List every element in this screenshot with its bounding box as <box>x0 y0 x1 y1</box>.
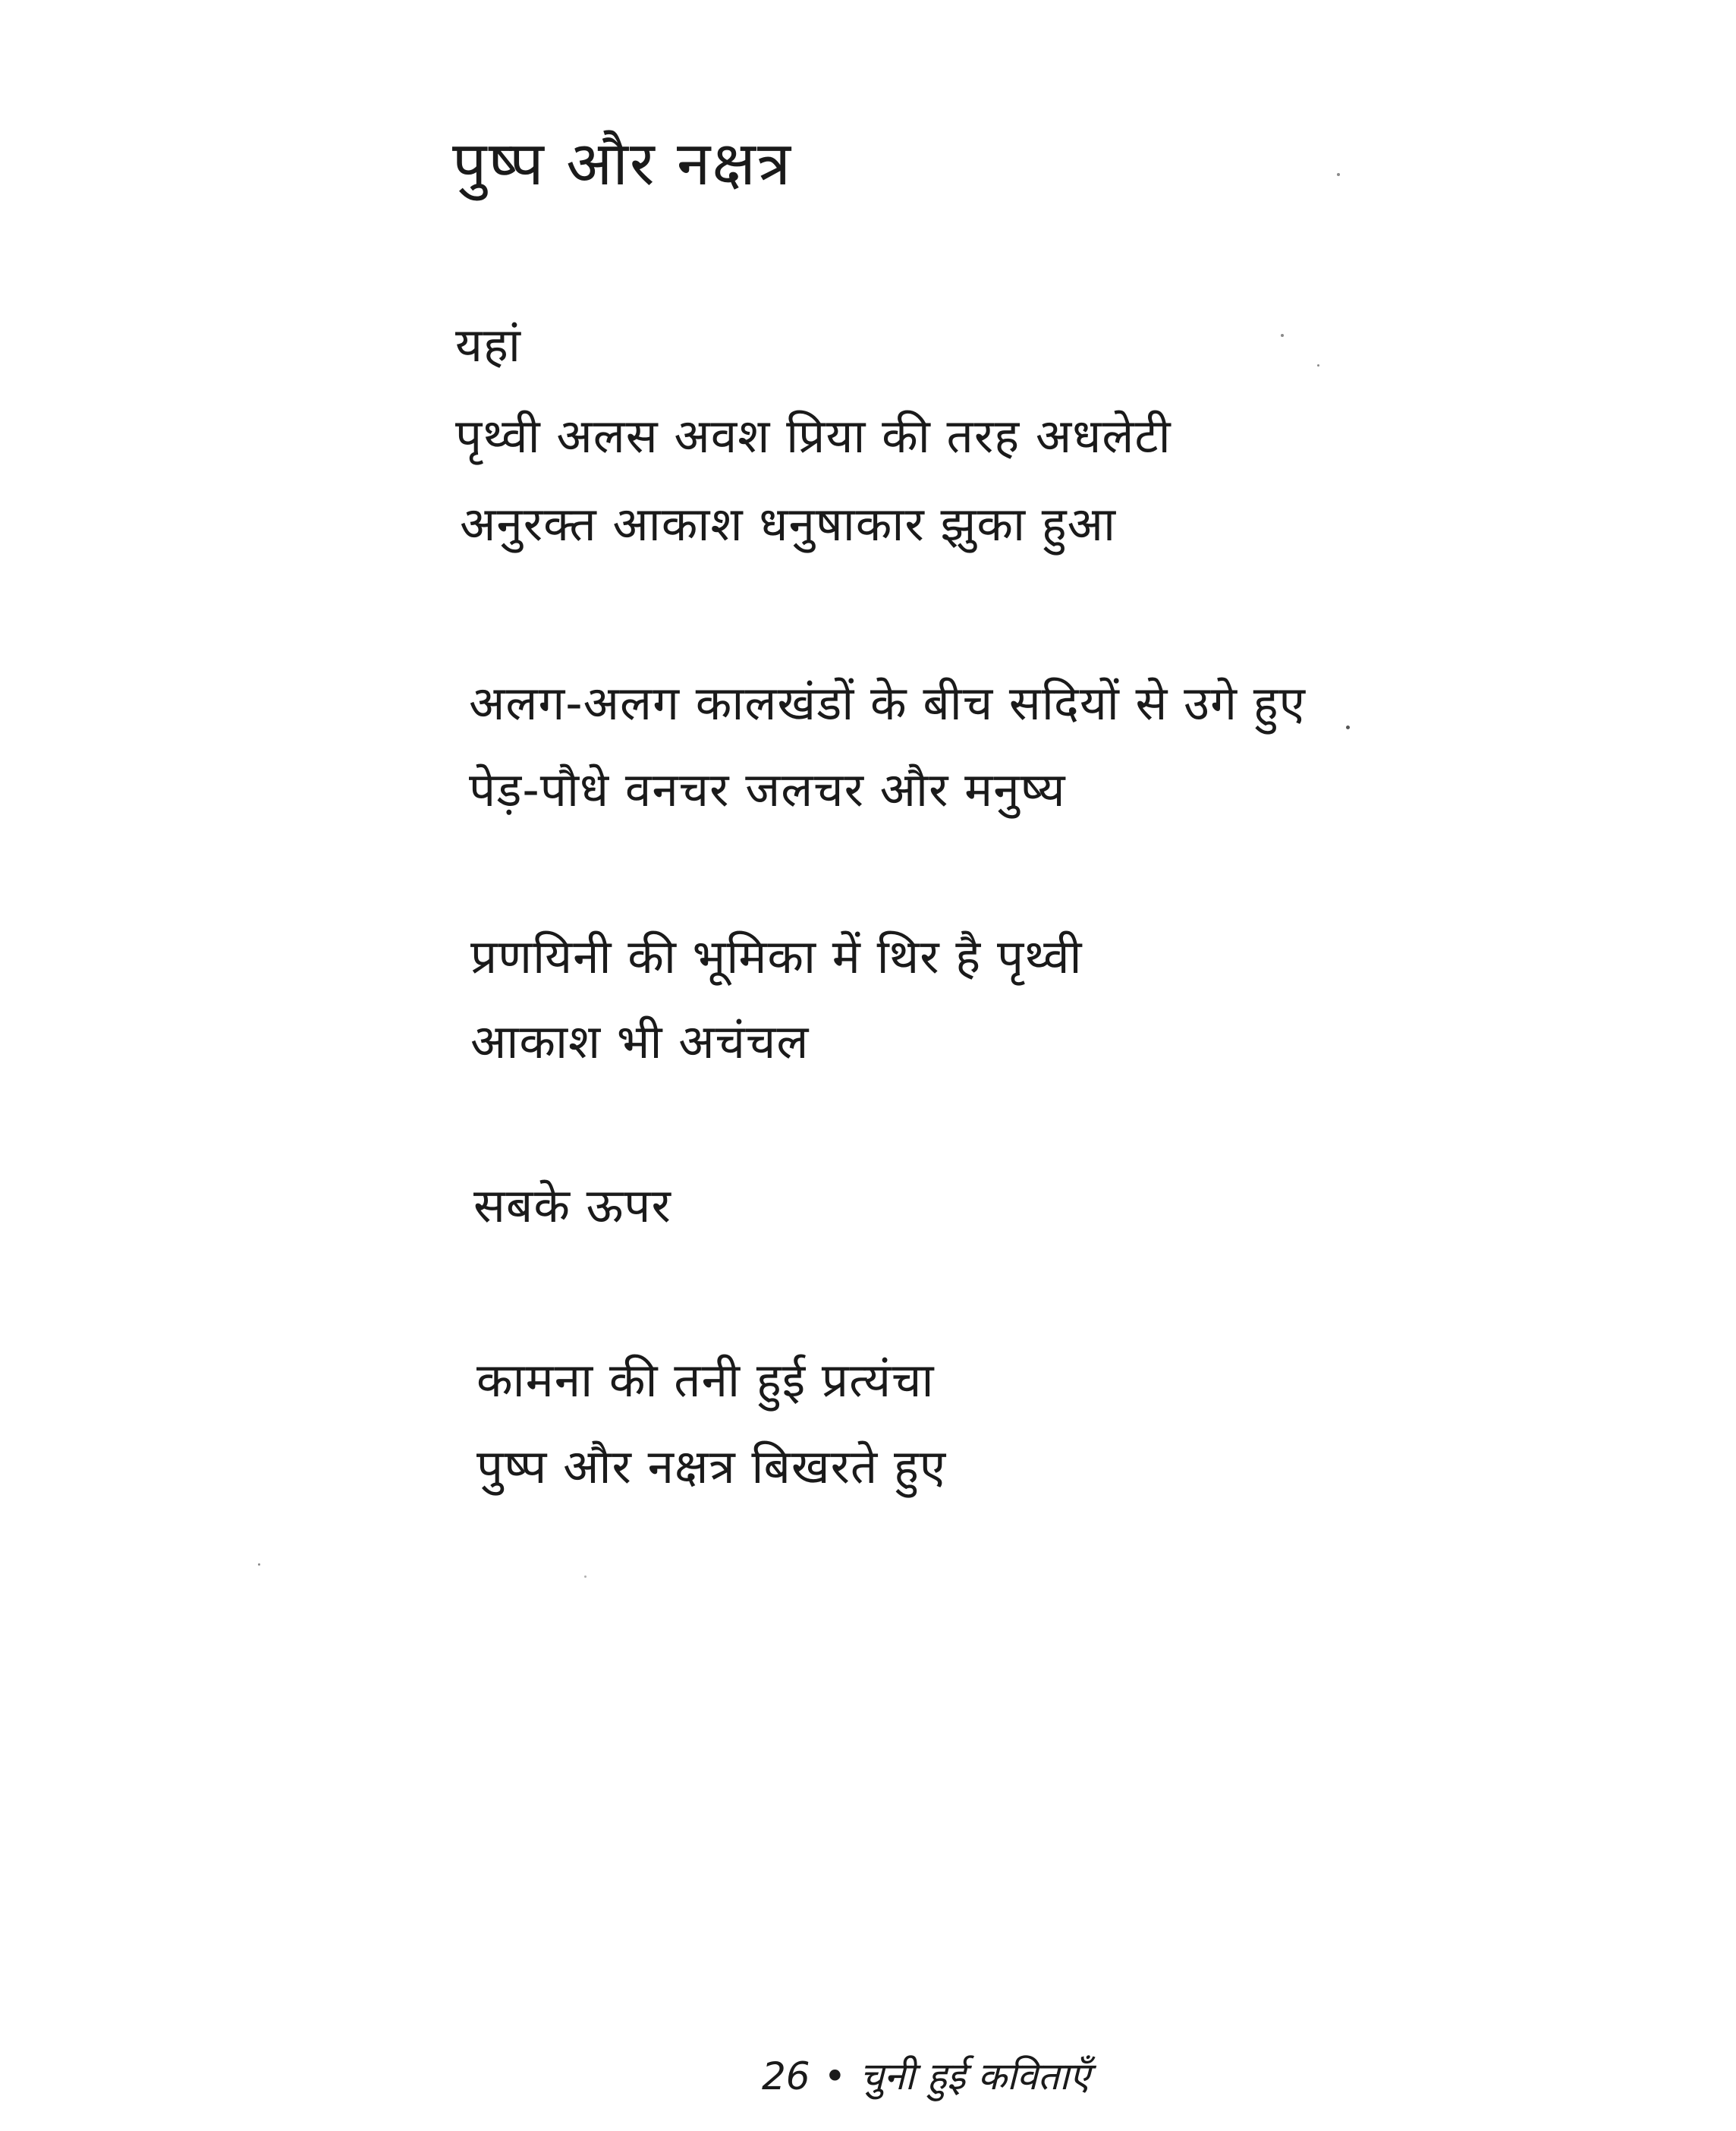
scan-speck <box>584 1575 587 1578</box>
poem-line: पुष्प और नक्षत्र बिखरते हुए <box>476 1439 947 1494</box>
poem-line: अलग-अलग कालखंडों के बीच सदियों से उगे हुए <box>469 675 1306 731</box>
poem-line: अनुरक्त आकाश धनुषाकार झुका हुआ <box>460 496 1117 552</box>
footer-bullet: • <box>823 2054 847 2098</box>
page-number: 26 <box>762 2054 810 2098</box>
poem-line: पेड़-पौधे वनचर जलचर और मनुष्य <box>469 762 1066 817</box>
poem-line: सबके ऊपर <box>473 1178 671 1233</box>
scan-speck <box>258 1563 260 1566</box>
page-footer <box>762 2054 1090 2099</box>
scan-speck <box>1346 726 1350 729</box>
poem-line: यहां <box>455 317 521 373</box>
poem-title: पुष्प और नक्षत्र <box>452 128 792 199</box>
poem-line: आकाश भी अचंचल <box>470 1014 810 1069</box>
poem-line: पृथ्वी अलस अवश प्रिया की तरह अधलेटी <box>455 408 1171 464</box>
poem-line: कामना की तनी हुई प्रत्यंचा <box>476 1352 935 1408</box>
poem-line: प्रणयिनी की भूमिका में थिर है पृथ्वी <box>470 929 1083 984</box>
scan-speck <box>1337 173 1340 176</box>
scan-speck <box>1281 334 1284 337</box>
scan-speck <box>1317 364 1319 367</box>
book-title: चुनी हुई कविताएँ <box>860 2054 1090 2098</box>
